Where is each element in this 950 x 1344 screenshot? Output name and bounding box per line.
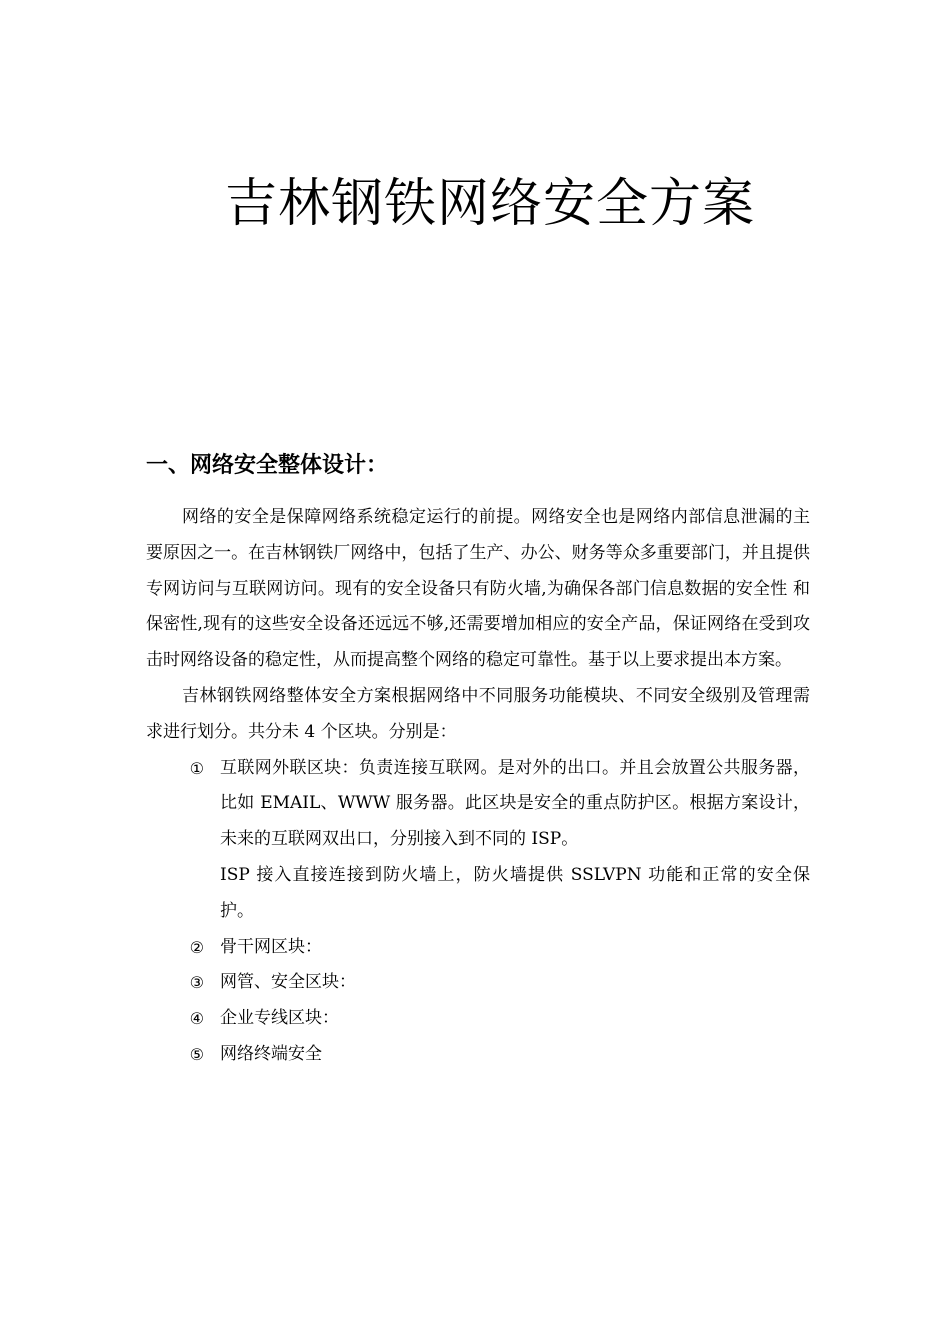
list-item [146, 965, 810, 1001]
list-marker: ② [189, 937, 204, 957]
list-marker: ③ [189, 973, 204, 993]
list-item-text [220, 1037, 810, 1073]
list-item-body: 企业专线区块： [220, 1008, 339, 1029]
paragraph-intro: 网络的安全是保障网络系统稳定运行的前提。网络安全也是网络内部信息泄漏的主要原因之一。在吉林钢铁厂网络中，包括了生产、办公、财务等众多重要部门，并且提供专网访问与互联网访问。现有的安全设备只有防火墙,为确保各部门信息数据的安全性 和保密性,现有的这些安全设备还远远不够,还需要增加相应的安全产品，保证网络在受到攻击时网络设备的稳定性，从而提高整个网络的稳定可靠性。基于以上要求提出本方案。 [146, 507, 810, 671]
list-marker: ⑤ [189, 1044, 204, 1064]
list-item-text [220, 930, 810, 966]
document-body [146, 500, 810, 1073]
list-item [146, 1001, 810, 1037]
list-item-body: 互联网外联区块：负责连接互联网。是对外的出口。并且会放置公共服务器，比如 EMAIL、WWW 服务器。此区块是安全的重点防护区。根据方案设计，未来的互联网双出口，分别接入到不同的 ISP。 [220, 757, 810, 850]
list-item-body: 骨干网区块： [220, 936, 322, 957]
list-item [146, 751, 810, 930]
list-item-extra: ISP 接入直接连接到防火墙上，防火墙提供 SSLVPN 功能和正常的安全保护。 [220, 864, 810, 921]
section-heading: 一、网络安全整体设计： [146, 453, 389, 478]
list-item [146, 1037, 810, 1073]
list-item-text [220, 1001, 810, 1037]
list-marker: ④ [189, 1009, 204, 1029]
paragraph-division: 吉林钢铁网络整体安全方案根据网络中不同服务功能模块、不同安全级别及管理需求进行划分。共分未 4 个区块。分别是： [146, 685, 810, 742]
list-item [146, 930, 810, 966]
block-list [146, 751, 810, 1073]
document-title: 吉林钢铁网络安全方案 [224, 174, 755, 234]
list-item-text [220, 751, 810, 930]
list-item-body: 网络终端安全 [220, 1043, 322, 1064]
list-item-text [220, 965, 810, 1001]
list-item-body: 网管、安全区块： [220, 972, 356, 993]
list-marker: ① [189, 758, 204, 778]
